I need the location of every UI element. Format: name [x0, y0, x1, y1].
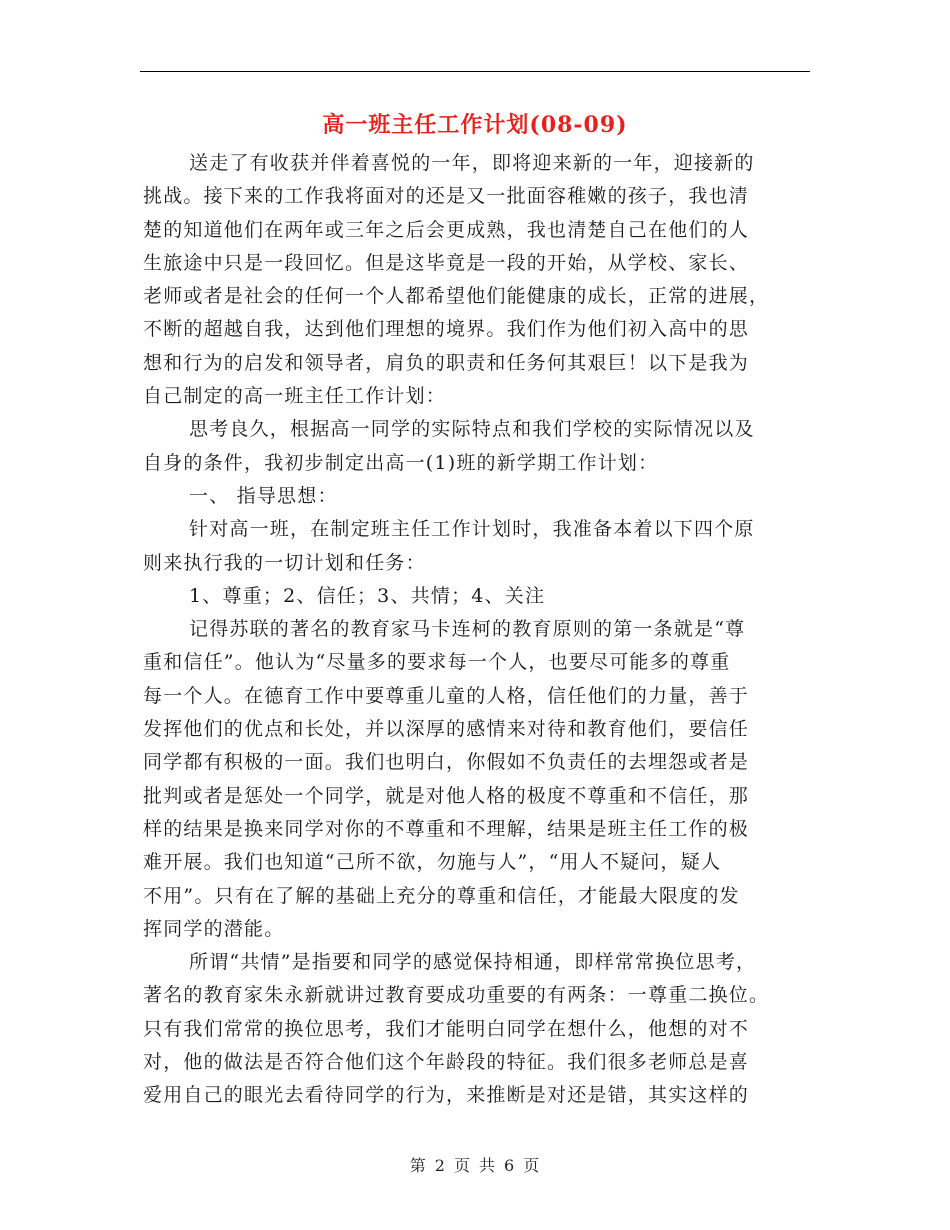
- text-line: 批判或者是惩处一个同学，就是对他人格的极度不尊重和不信任，那: [143, 784, 750, 807]
- footer-page-word: 页: [453, 1156, 471, 1175]
- text-line: 每一个人。在德育工作中要尊重儿童的人格，信任他们的力量，善于: [143, 684, 750, 707]
- text-line: 针对高一班，在制定班主任工作计划时，我准备本着以下四个原: [189, 518, 755, 541]
- text-line: 则来执行我的一切计划和任务：: [143, 551, 426, 574]
- footer-suffix: 页: [523, 1156, 541, 1175]
- text-line: 挑战。接下来的工作我将面对的还是又一批面容稚嫩的孩子，我也清: [143, 185, 750, 208]
- header-rule: [140, 71, 810, 72]
- text-line: 自身的条件，我初步制定出高一(1)班的新学期工作计划：: [143, 451, 659, 474]
- document-body: [143, 147, 807, 1113]
- text-line: 一、 指导思想：: [189, 484, 338, 507]
- document-title: 高一班主任工作计划(08-09): [322, 112, 628, 138]
- footer-total-word: 共: [479, 1156, 497, 1175]
- text-line: 思考良久，根据高一同学的实际特点和我们学校的实际情况以及: [189, 418, 755, 441]
- footer-total-pages: 6: [504, 1156, 516, 1175]
- text-line: 不用”。只有在了解的基础上充分的尊重和信任，才能最大限度的发: [143, 884, 740, 907]
- text-line: 只有我们常常的换位思考，我们才能明白同学在想什么，他想的对不: [143, 1017, 750, 1040]
- text-line: 爱用自己的眼光去看待同学的行为，来推断是对还是错，其实这样的: [143, 1084, 750, 1107]
- text-line: 著名的教育家朱永新就讲过教育要成功重要的有两条：一尊重二换位。: [143, 984, 770, 1007]
- text-line: 发挥他们的优点和长处，并以深厚的感情来对待和教育他们，要信任: [143, 718, 750, 741]
- text-line: 生旅途中只是一段回忆。但是这毕竟是一段的开始，从学校、家长、: [143, 251, 750, 274]
- text-line: 样的结果是换来同学对你的不尊重和不理解，结果是班主任工作的极: [143, 817, 750, 840]
- text-line: 对，他的做法是否符合他们这个年龄段的特征。我们很多老师总是喜: [143, 1051, 750, 1074]
- text-line: 难开展。我们也知道“己所不欲，勿施与人”，“用人不疑问，疑人: [143, 851, 722, 874]
- page-footer: [0, 1154, 950, 1178]
- text-line: 老师或者是社会的任何一个人都希望他们能健康的成长，正常的进展，: [143, 285, 770, 308]
- text-line: 同学都有积极的一面。我们也明白，你假如不负责任的去埋怨或者是: [143, 751, 750, 774]
- text-line: 楚的知道他们在两年或三年之后会更成熟，我也清楚自己在他们的人: [143, 218, 750, 241]
- text-line: 1、尊重；2、信任；3、共情；4、关注: [189, 584, 546, 607]
- text-line: 自己制定的高一班主任工作计划：: [143, 385, 447, 408]
- text-line: 记得苏联的著名的教育家马卡连柯的教育原则的第一条就是“尊: [189, 618, 746, 641]
- text-line: 所谓“共情”是指要和同学的感觉保持相通，即样常常换位思考，: [189, 951, 757, 974]
- text-line: 重和信任”。他认为“尽量多的要求每一个人，也要尽可能多的尊重: [143, 651, 731, 674]
- footer-page-number: 2: [434, 1156, 446, 1175]
- text-line: 不断的超越自我，达到他们理想的境界。我们作为他们初入高中的思: [143, 318, 750, 341]
- text-line: 送走了有收获并伴着喜悦的一年，即将迎来新的一年，迎接新的: [189, 152, 755, 174]
- footer-prefix: 第: [409, 1156, 427, 1175]
- text-line: 挥同学的潜能。: [143, 917, 285, 940]
- text-line: 想和行为的启发和领导者，肩负的职责和任务何其艰巨！以下是我为: [143, 351, 750, 374]
